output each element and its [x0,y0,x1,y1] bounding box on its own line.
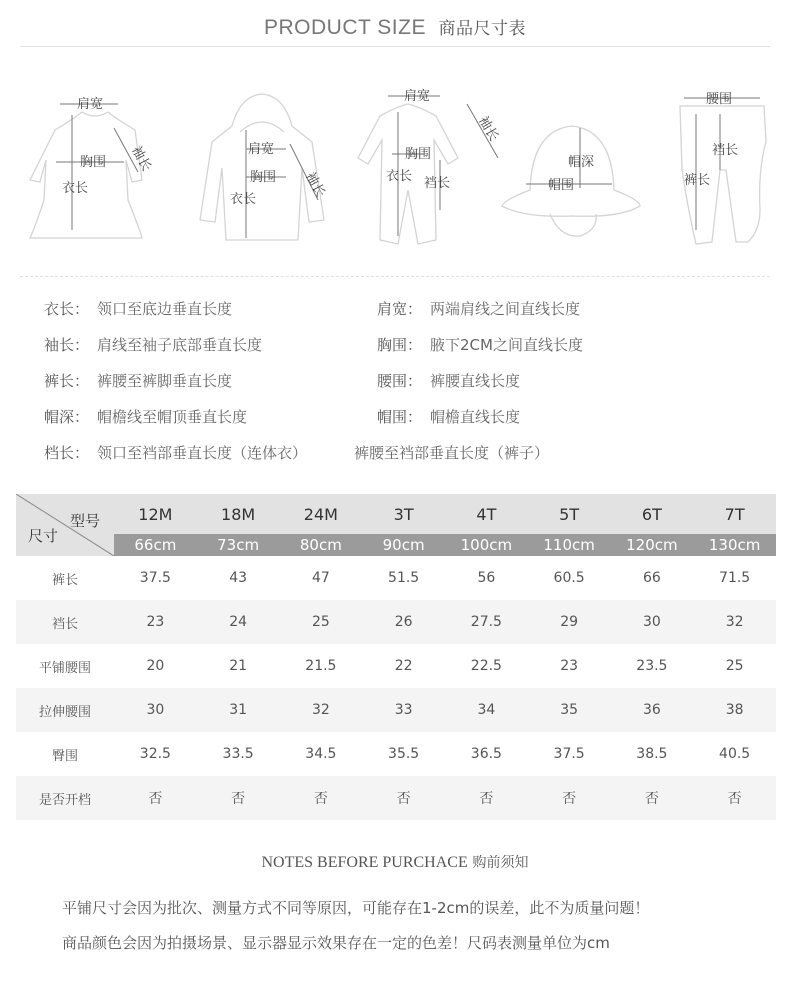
romper-sleeve-label: 袖长 [475,113,501,144]
notes-title [0,852,790,872]
hat-outline [502,126,640,216]
notes-title-zh: 购前须知 [472,855,529,871]
page-title [0,14,790,40]
height-header-cell: 66cm [114,534,197,556]
table-cell: 32 [280,688,363,732]
table-cell: 36 [611,688,694,732]
table-cell: 24 [197,600,280,644]
size-header-row [16,494,776,534]
hat-circumference-label: 帽围 [548,178,575,193]
size-header-cell: 6T [611,494,694,534]
title-zh: 商品尺寸表 [438,19,526,39]
jacket-shoulder-label: 肩宽 [248,142,275,157]
hat-depth-label: 帽深 [568,155,595,170]
table-cell: 30 [611,600,694,644]
table-cell: 34 [445,688,528,732]
height-header-row [16,534,776,556]
size-header-cell: 7T [693,494,776,534]
size-header-cell: 5T [528,494,611,534]
table-cell: 51.5 [388,570,420,586]
header-divider [20,46,770,47]
definition-right: 腰围： 裤腰直线长度 [377,372,521,390]
illustration-canvas [0,60,790,270]
table-cell: 21.5 [305,658,337,674]
definition-row [44,442,764,478]
height-header-cell: 90cm [362,534,445,556]
table-cell: 否 [197,776,280,820]
romper-chest-label: 胸围 [405,147,432,162]
row-label: 是否开档 [16,776,114,820]
table-cell: 否 [611,776,694,820]
table-cell: 否 [528,776,611,820]
definition-left: 裤长： 裤腰至裤脚垂直长度 [44,372,233,390]
table-cell: 38.5 [636,746,668,762]
size-header-cell: 18M [197,494,280,534]
definition-right: 帽围： 帽檐直线长度 [377,408,521,426]
table-row [16,644,776,688]
table-cell: 21 [229,658,248,674]
table-cell: 32.5 [139,746,171,762]
table-row [16,732,776,776]
size-header-cell: 3T [362,494,445,534]
dress-shoulder-label: 肩宽 [77,97,104,112]
pants-length-label: 裤长 [684,173,711,188]
table-cell: 35 [528,688,611,732]
section-divider [20,276,770,277]
table-cell: 25 [725,658,744,674]
table-cell: 27.5 [445,600,528,644]
note-line-2: 商品颜色会因为拍摄场景、显示器显示效果存在一定的色差！尺码表测量单位为cm [62,934,610,952]
table-cell: 60.5 [553,570,585,586]
table-cell: 33.5 [222,746,254,762]
table-cell: 20 [146,658,165,674]
jacket-outline [200,94,324,240]
height-header-cell: 100cm [445,534,528,556]
title-en: PRODUCT SIZE [263,16,426,39]
definition-right: 裤腰至裆部垂直长度（裤子） [354,444,550,462]
romper-length-label: 衣长 [386,169,413,184]
table-cell: 否 [280,776,363,820]
table-cell: 否 [693,776,776,820]
row-label: 平铺腰围 [38,660,91,676]
jacket-sleeve-label: 袖长 [302,169,328,200]
table-row [16,556,776,600]
table-cell: 否 [445,776,528,820]
definition-right: 肩宽： 两端肩线之间直线长度 [377,300,581,318]
table-cell: 29 [528,600,611,644]
corner-size-label: 尺寸 [28,527,59,545]
dress-length-label: 衣长 [62,181,89,196]
romper-rise-label: 裆长 [424,176,451,191]
garment-illustrations [0,60,790,270]
table-row [16,776,776,820]
dress-chest-label: 胸围 [80,155,107,170]
table-cell: 33 [362,688,445,732]
table-cell: 26 [362,600,445,644]
size-header-cell: 4T [445,494,528,534]
table-cell: 否 [114,776,197,820]
table-cell: 31 [197,688,280,732]
definition-row [44,298,764,334]
height-header-cell: 120cm [611,534,694,556]
height-header-cell: 73cm [197,534,280,556]
table-cell: 43 [229,570,248,586]
definition-left: 袖长： 肩线至袖子底部垂直长度 [44,336,263,354]
height-header-cell: 110cm [528,534,611,556]
note-line-1: 平铺尺寸会因为批次、测量方式不同等原因，可能存在1-2cm的误差，此不为质量问题！ [62,899,650,917]
dress-sleeve-label: 袖长 [128,143,154,174]
corner-model-label: 型号 [69,512,100,530]
row-label: 裤长 [51,572,78,588]
table-cell: 56 [477,570,496,586]
pants-rise-label: 裆长 [712,143,739,158]
table-row [16,600,776,644]
table-corner-cell [16,494,114,556]
size-header-cell: 24M [280,494,363,534]
table-cell: 40.5 [719,746,751,762]
table-cell: 25 [280,600,363,644]
table-cell: 否 [362,776,445,820]
romper-shoulder-label: 肩宽 [404,89,431,104]
jacket-chest-label: 胸围 [250,170,277,185]
table-cell: 71.5 [719,570,751,586]
table-cell: 23 [114,600,197,644]
table-cell: 22 [394,658,413,674]
definition-row [44,370,764,406]
height-header-cell: 80cm [280,534,363,556]
definition-row [44,406,764,442]
table-cell: 23.5 [636,658,668,674]
table-cell: 37.5 [139,570,171,586]
size-header-cell: 12M [114,494,197,534]
definition-row [44,334,764,370]
table-cell: 30 [114,688,197,732]
row-label: 臀围 [51,748,78,764]
notes-title-en: NOTES BEFORE PURCHACE [261,854,468,871]
table-cell: 32 [693,600,776,644]
table-cell: 22.5 [470,658,502,674]
definition-left: 帽深： 帽檐线至帽顶垂直长度 [44,408,248,426]
pants-waist-label: 腰围 [706,92,733,107]
table-cell: 66 [642,570,661,586]
height-header-cell: 130cm [693,534,776,556]
table-cell: 23 [560,658,579,674]
table-cell: 34.5 [305,746,337,762]
definition-left: 衣长： 领口至底边垂直长度 [44,300,233,318]
definition-left: 档长： 领口至裆部垂直长度（连体衣） [44,444,308,462]
jacket-length-label: 衣长 [230,192,257,207]
definition-right: 胸围： 腋下2CM之间直线长度 [377,336,583,354]
table-cell: 36.5 [470,746,502,762]
measurement-definitions [44,298,764,478]
row-label: 拉伸腰围 [16,688,114,732]
table-cell: 38 [693,688,776,732]
table-cell: 47 [311,570,330,586]
dress-outline [30,112,142,238]
table-cell: 37.5 [553,746,585,762]
table-cell: 35.5 [388,746,420,762]
table-row [16,688,776,732]
size-table [16,494,776,820]
row-label: 裆长 [16,600,114,644]
